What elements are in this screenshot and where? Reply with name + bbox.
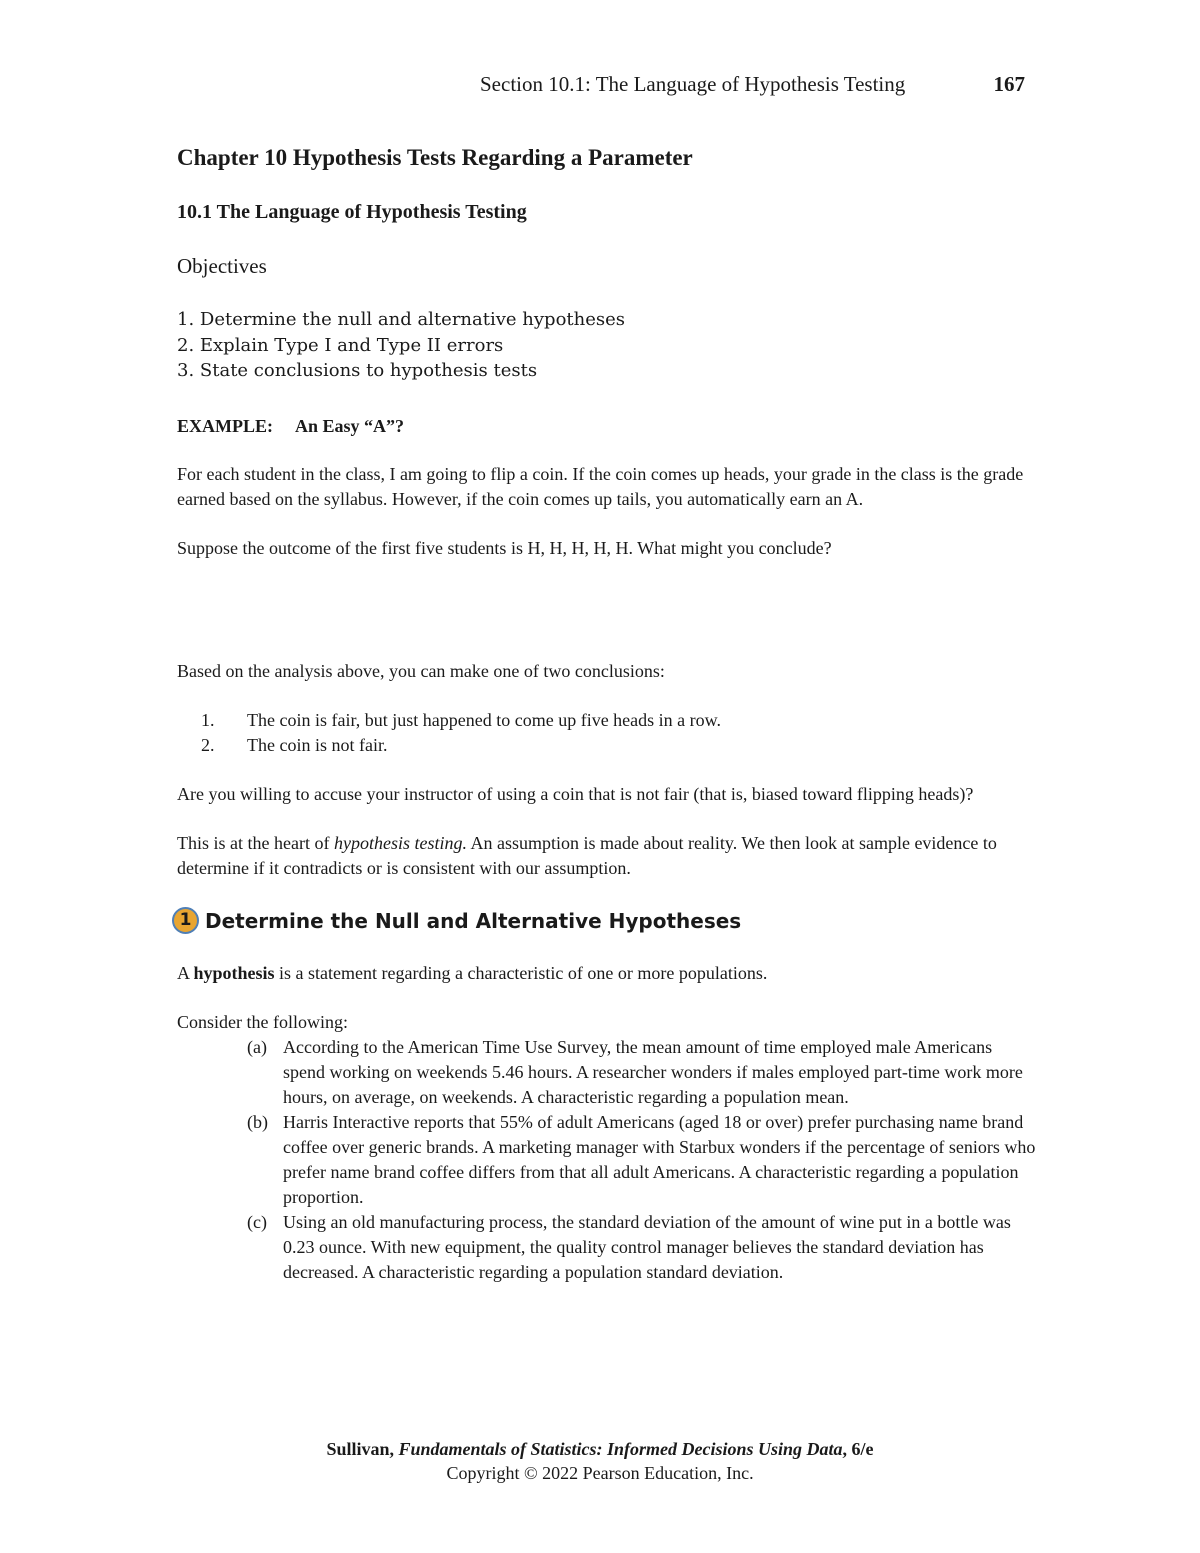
chapter-title: Chapter 10 Hypothesis Tests Regarding a Parameter xyxy=(177,145,693,170)
objectives-list xyxy=(177,307,1037,384)
example-letter: (b) xyxy=(247,1111,268,1132)
example-letter: (a) xyxy=(247,1036,267,1057)
footer-author: Sullivan, xyxy=(326,1439,399,1459)
objectives-label: Objectives xyxy=(177,254,267,278)
example-text: Using an old manufacturing process, the standard deviation of the amount of wine put in a bottle was 0.23 ounce. With new equipment, the quality control manager believes the standard deviation has decreased. A characteristic regarding a population standard deviation. xyxy=(283,1211,1011,1282)
example-paragraph-1: For each student in the class, I am going to flip a coin. If the coin comes up heads, your grade in the class is the grade earned based on the syllabus. However, if the coin comes up tails, you automatically earn an A. xyxy=(177,463,1024,509)
conclusion-item xyxy=(177,733,1037,758)
example-title: An Easy “A”? xyxy=(295,415,405,436)
paragraph-5-lead: This is at the heart of xyxy=(177,832,334,853)
example-heading xyxy=(177,414,1037,439)
page-number: 167 xyxy=(993,72,1025,96)
footer-edition: , 6/e xyxy=(842,1439,874,1459)
conclusion-text: The coin is not fair. xyxy=(247,734,388,755)
conclusion-item xyxy=(177,708,1037,733)
objective-1-heading xyxy=(172,905,1037,937)
objective-item: 3. State conclusions to hypothesis tests xyxy=(177,360,538,381)
page-footer xyxy=(0,1437,1200,1485)
objective-number-badge: 1 xyxy=(172,907,199,934)
example-text: Harris Interactive reports that 55% of adult Americans (aged 18 or over) prefer purchasing name brand coffee over generic brands. A marketing manager with Starbux wonders if the percentage of seniors who prefer name brand coffee differs from that all adult Americans. A characteristic regarding a population proportion. xyxy=(283,1111,1036,1207)
hypothesis-definition xyxy=(177,961,1037,986)
example-text: According to the American Time Use Survey, the mean amount of time employed male Americans spend working on weekends 5.46 hours. A researcher wonders if males employed part-time work more hours, on average, on weekends. A characteristic regarding a population mean. xyxy=(283,1036,1023,1107)
examples-list xyxy=(177,1035,1037,1285)
objective-1-title: Determine the Null and Alternative Hypotheses xyxy=(205,908,742,933)
conclusion-number: 2. xyxy=(201,734,215,755)
example-item xyxy=(177,1035,1037,1110)
page-content xyxy=(177,143,1037,1285)
consider-label: Consider the following: xyxy=(177,1011,348,1032)
example-paragraph-4: Are you willing to accuse your instructor of using a coin that is not fair (that is, biased toward flipping heads)? xyxy=(177,783,974,804)
objective-item: 1. Determine the null and alternative hypotheses xyxy=(177,309,626,330)
book-citation xyxy=(0,1437,1200,1461)
conclusion-number: 1. xyxy=(201,709,215,730)
example-paragraph-2: Suppose the outcome of the first five students is H, H, H, H, H. What might you conclude? xyxy=(177,537,832,558)
conclusions-list xyxy=(177,708,1037,758)
definition-lead: A xyxy=(177,962,194,983)
section-title: 10.1 The Language of Hypothesis Testing xyxy=(177,201,527,223)
example-paragraph-5 xyxy=(177,831,1037,881)
example-item xyxy=(177,1110,1037,1210)
running-title: Section 10.1: The Language of Hypothesis Testing xyxy=(480,72,906,96)
objective-item: 2. Explain Type I and Type II errors xyxy=(177,334,504,356)
example-item xyxy=(177,1210,1037,1285)
copyright-notice: Copyright © 2022 Pearson Education, Inc. xyxy=(446,1463,754,1483)
example-letter: (c) xyxy=(247,1211,267,1232)
footer-book-title: Fundamentals of Statistics: Informed Decisions Using Data xyxy=(398,1439,843,1459)
definition-text: is a statement regarding a characteristic of one or more populations. xyxy=(274,962,768,983)
conclusion-text: The coin is fair, but just happened to come up five heads in a row. xyxy=(247,709,721,730)
example-label: EXAMPLE: xyxy=(177,415,273,436)
definition-term: hypothesis xyxy=(193,962,275,983)
paragraph-5-rest: An assumption is made about reality. We then look at sample evidence to determine if it contradicts or is consistent with our assumption. xyxy=(177,832,997,878)
example-paragraph-3: Based on the analysis above, you can make one of two conclusions: xyxy=(177,660,665,681)
hypothesis-testing-term: hypothesis testing. xyxy=(333,832,467,853)
running-header xyxy=(480,72,1025,97)
